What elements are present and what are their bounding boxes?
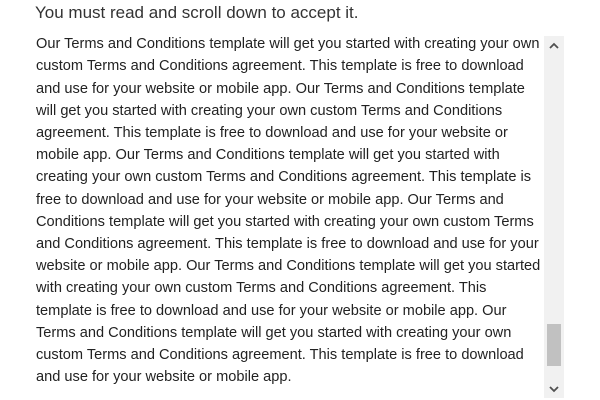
scrollbar-thumb[interactable] bbox=[547, 324, 561, 366]
terms-text: Our Terms and Conditions template will get you started with creating your own custom Terms and Conditions agreement. This template is free to download and use for your website or mobile app. Our Terms and Conditions template will get you started with creating your own custom Terms and Conditions agreement. This template is free to download and use for your website or mobile app. Our Terms and Conditions template will get you started with creating your own custom Terms and Conditions agreement. This template is free to download and use for your website or mobile app. Our Terms and Conditions template will get you started with creating your own custom Terms and Conditions agreement. This template is free to download and use for your website or mobile app. Our Terms and Conditions template will get you started with creating your own custom Terms and Conditions agreement. This template is free to download and use for your website or mobile app. Our Terms and Conditions template will get you started with creating your own custom Terms and Conditions agreement. This template is free to download and use for your website or mobile app. bbox=[36, 36, 541, 386]
scroll-down-button[interactable] bbox=[544, 380, 564, 398]
scroll-instruction: You must read and scroll down to accept it. bbox=[35, 3, 359, 22]
terms-scroll-area[interactable] bbox=[28, 36, 564, 398]
scroll-up-button[interactable] bbox=[544, 36, 564, 54]
chevron-up-icon bbox=[549, 42, 559, 49]
chevron-down-icon bbox=[549, 386, 559, 393]
vertical-scrollbar[interactable] bbox=[544, 36, 564, 398]
